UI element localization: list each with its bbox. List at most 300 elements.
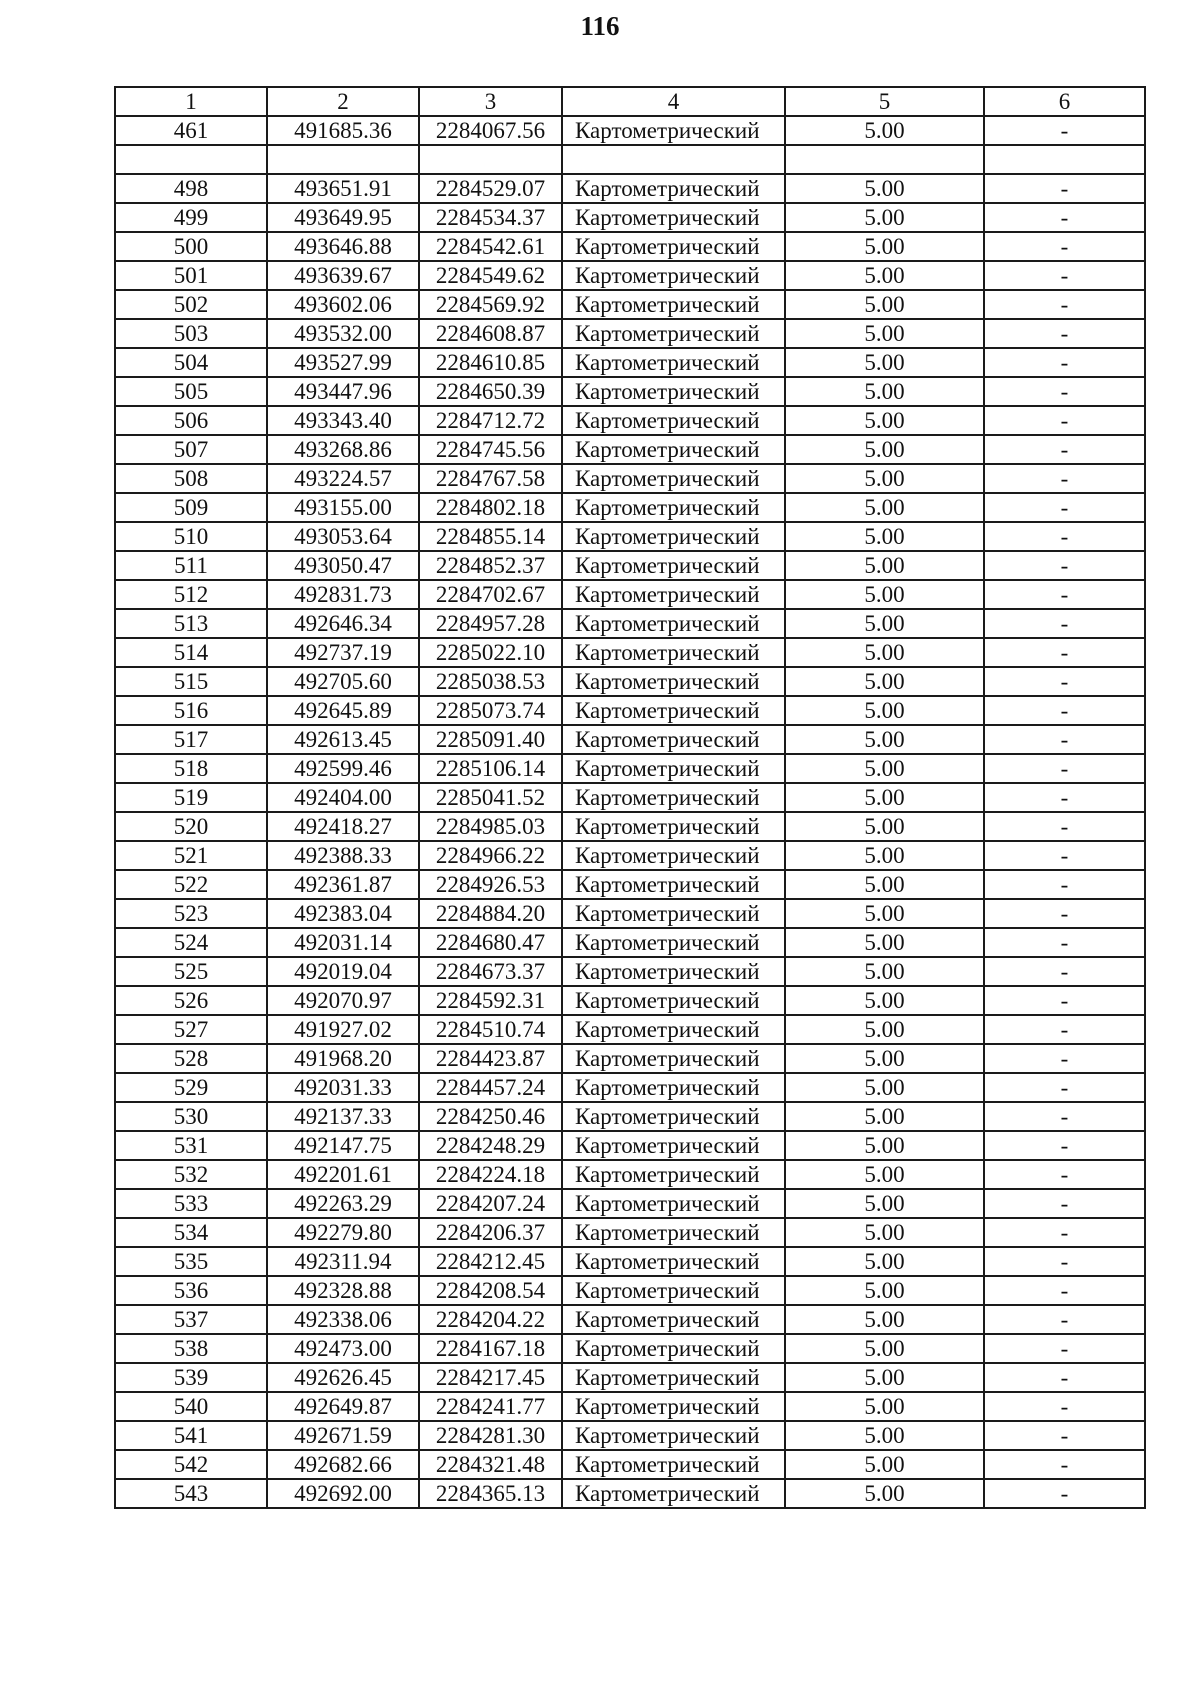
point-number-cell: 523 bbox=[115, 899, 267, 928]
accuracy-cell: 5.00 bbox=[785, 1479, 984, 1508]
accuracy-cell: 5.00 bbox=[785, 870, 984, 899]
note-cell: - bbox=[984, 1073, 1145, 1102]
accuracy-cell: 5.00 bbox=[785, 841, 984, 870]
method-cell: Картометрический bbox=[562, 696, 785, 725]
x-coordinate-cell: 493527.99 bbox=[267, 348, 419, 377]
table-row bbox=[115, 1363, 1145, 1392]
note-cell: - bbox=[984, 754, 1145, 783]
table-row bbox=[115, 435, 1145, 464]
method-cell: Картометрический bbox=[562, 1015, 785, 1044]
point-number-cell: 533 bbox=[115, 1189, 267, 1218]
accuracy-cell: 5.00 bbox=[785, 261, 984, 290]
note-cell: - bbox=[984, 1160, 1145, 1189]
table-row bbox=[115, 928, 1145, 957]
accuracy-cell: 5.00 bbox=[785, 116, 984, 145]
table-row bbox=[115, 609, 1145, 638]
accuracy-cell: 5.00 bbox=[785, 290, 984, 319]
note-cell: - bbox=[984, 261, 1145, 290]
method-cell: Картометрический bbox=[562, 1160, 785, 1189]
x-coordinate-cell: 492831.73 bbox=[267, 580, 419, 609]
x-coordinate-cell: 493646.88 bbox=[267, 232, 419, 261]
x-coordinate-cell: 493649.95 bbox=[267, 203, 419, 232]
y-coordinate-cell: 2284510.74 bbox=[419, 1015, 562, 1044]
table-row bbox=[115, 1044, 1145, 1073]
accuracy-cell: 5.00 bbox=[785, 406, 984, 435]
note-cell: - bbox=[984, 1363, 1145, 1392]
table-row bbox=[115, 116, 1145, 145]
y-coordinate-cell: 2284957.28 bbox=[419, 609, 562, 638]
y-coordinate-cell: 2284745.56 bbox=[419, 435, 562, 464]
note-cell: - bbox=[984, 435, 1145, 464]
y-coordinate-cell: 2284321.48 bbox=[419, 1450, 562, 1479]
x-coordinate-cell: 491685.36 bbox=[267, 116, 419, 145]
accuracy-cell: 5.00 bbox=[785, 667, 984, 696]
table-row bbox=[115, 261, 1145, 290]
method-cell: Картометрический bbox=[562, 1102, 785, 1131]
method-cell: Картометрический bbox=[562, 609, 785, 638]
note-cell: - bbox=[984, 116, 1145, 145]
note-cell: - bbox=[984, 464, 1145, 493]
point-number-cell: 532 bbox=[115, 1160, 267, 1189]
table-row bbox=[115, 1479, 1145, 1508]
x-coordinate-cell: 492388.33 bbox=[267, 841, 419, 870]
x-coordinate-cell: 492137.33 bbox=[267, 1102, 419, 1131]
x-coordinate-cell: 492361.87 bbox=[267, 870, 419, 899]
note-cell: - bbox=[984, 493, 1145, 522]
x-coordinate-cell: 492626.45 bbox=[267, 1363, 419, 1392]
method-cell: Картометрический bbox=[562, 812, 785, 841]
table-row bbox=[115, 812, 1145, 841]
point-number-cell: 513 bbox=[115, 609, 267, 638]
table-row bbox=[115, 1073, 1145, 1102]
note-cell: - bbox=[984, 1218, 1145, 1247]
method-cell: Картометрический bbox=[562, 406, 785, 435]
accuracy-cell: 5.00 bbox=[785, 696, 984, 725]
y-coordinate-cell: 2284549.62 bbox=[419, 261, 562, 290]
note-cell: - bbox=[984, 812, 1145, 841]
point-number-cell: 538 bbox=[115, 1334, 267, 1363]
note-cell: - bbox=[984, 290, 1145, 319]
note-cell: - bbox=[984, 1479, 1145, 1508]
note-cell: - bbox=[984, 580, 1145, 609]
point-number-cell: 501 bbox=[115, 261, 267, 290]
accuracy-cell: 5.00 bbox=[785, 377, 984, 406]
header-col-3: 3 bbox=[419, 87, 562, 116]
table-header-row bbox=[115, 87, 1145, 116]
accuracy-cell: 5.00 bbox=[785, 1363, 984, 1392]
y-coordinate-cell: 2284241.77 bbox=[419, 1392, 562, 1421]
note-cell bbox=[984, 145, 1145, 174]
accuracy-cell: 5.00 bbox=[785, 580, 984, 609]
y-coordinate-cell: 2284248.29 bbox=[419, 1131, 562, 1160]
x-coordinate-cell: 491927.02 bbox=[267, 1015, 419, 1044]
accuracy-cell: 5.00 bbox=[785, 783, 984, 812]
method-cell: Картометрический bbox=[562, 1044, 785, 1073]
note-cell: - bbox=[984, 1305, 1145, 1334]
method-cell: Картометрический bbox=[562, 348, 785, 377]
method-cell: Картометрический bbox=[562, 1363, 785, 1392]
point-number-cell: 539 bbox=[115, 1363, 267, 1392]
table-row bbox=[115, 290, 1145, 319]
point-number-cell: 504 bbox=[115, 348, 267, 377]
table-row bbox=[115, 1450, 1145, 1479]
point-number-cell: 515 bbox=[115, 667, 267, 696]
y-coordinate-cell: 2284702.67 bbox=[419, 580, 562, 609]
x-coordinate-cell: 492147.75 bbox=[267, 1131, 419, 1160]
point-number-cell: 498 bbox=[115, 174, 267, 203]
y-coordinate-cell: 2284650.39 bbox=[419, 377, 562, 406]
note-cell: - bbox=[984, 841, 1145, 870]
table-row bbox=[115, 667, 1145, 696]
method-cell: Картометрический bbox=[562, 986, 785, 1015]
accuracy-cell: 5.00 bbox=[785, 1392, 984, 1421]
point-number-cell: 518 bbox=[115, 754, 267, 783]
y-coordinate-cell: 2284884.20 bbox=[419, 899, 562, 928]
table-row bbox=[115, 145, 1145, 174]
note-cell: - bbox=[984, 1450, 1145, 1479]
point-number-cell: 543 bbox=[115, 1479, 267, 1508]
point-number-cell: 511 bbox=[115, 551, 267, 580]
method-cell: Картометрический bbox=[562, 754, 785, 783]
accuracy-cell: 5.00 bbox=[785, 464, 984, 493]
accuracy-cell: 5.00 bbox=[785, 928, 984, 957]
method-cell: Картометрический bbox=[562, 319, 785, 348]
note-cell: - bbox=[984, 899, 1145, 928]
x-coordinate-cell: 492418.27 bbox=[267, 812, 419, 841]
accuracy-cell: 5.00 bbox=[785, 1044, 984, 1073]
method-cell: Картометрический bbox=[562, 1131, 785, 1160]
header-col-5: 5 bbox=[785, 87, 984, 116]
table-row bbox=[115, 1218, 1145, 1247]
method-cell: Картометрический bbox=[562, 1218, 785, 1247]
y-coordinate-cell bbox=[419, 145, 562, 174]
accuracy-cell: 5.00 bbox=[785, 1247, 984, 1276]
y-coordinate-cell: 2284457.24 bbox=[419, 1073, 562, 1102]
point-number-cell: 512 bbox=[115, 580, 267, 609]
method-cell: Картометрический bbox=[562, 1450, 785, 1479]
page-number: 116 bbox=[580, 11, 620, 41]
table-row bbox=[115, 406, 1145, 435]
note-cell: - bbox=[984, 1044, 1145, 1073]
point-number-cell: 534 bbox=[115, 1218, 267, 1247]
point-number-cell: 536 bbox=[115, 1276, 267, 1305]
point-number-cell: 502 bbox=[115, 290, 267, 319]
x-coordinate-cell: 492692.00 bbox=[267, 1479, 419, 1508]
y-coordinate-cell: 2284712.72 bbox=[419, 406, 562, 435]
y-coordinate-cell: 2284985.03 bbox=[419, 812, 562, 841]
table-row bbox=[115, 377, 1145, 406]
x-coordinate-cell: 492328.88 bbox=[267, 1276, 419, 1305]
accuracy-cell: 5.00 bbox=[785, 1305, 984, 1334]
table-row bbox=[115, 725, 1145, 754]
x-coordinate-cell bbox=[267, 145, 419, 174]
y-coordinate-cell: 2284224.18 bbox=[419, 1160, 562, 1189]
table-row bbox=[115, 1160, 1145, 1189]
x-coordinate-cell: 493639.67 bbox=[267, 261, 419, 290]
note-cell: - bbox=[984, 696, 1145, 725]
table-row bbox=[115, 551, 1145, 580]
note-cell: - bbox=[984, 870, 1145, 899]
table-row bbox=[115, 1189, 1145, 1218]
y-coordinate-cell: 2284529.07 bbox=[419, 174, 562, 203]
y-coordinate-cell: 2284855.14 bbox=[419, 522, 562, 551]
x-coordinate-cell: 492682.66 bbox=[267, 1450, 419, 1479]
point-number-cell: 537 bbox=[115, 1305, 267, 1334]
method-cell: Картометрический bbox=[562, 783, 785, 812]
note-cell: - bbox=[984, 638, 1145, 667]
y-coordinate-cell: 2284610.85 bbox=[419, 348, 562, 377]
table-row bbox=[115, 1276, 1145, 1305]
table-row bbox=[115, 1421, 1145, 1450]
y-coordinate-cell: 2284569.92 bbox=[419, 290, 562, 319]
note-cell: - bbox=[984, 1131, 1145, 1160]
x-coordinate-cell: 492019.04 bbox=[267, 957, 419, 986]
y-coordinate-cell: 2284207.24 bbox=[419, 1189, 562, 1218]
x-coordinate-cell: 493651.91 bbox=[267, 174, 419, 203]
accuracy-cell: 5.00 bbox=[785, 551, 984, 580]
method-cell: Картометрический bbox=[562, 1421, 785, 1450]
coordinates-table bbox=[114, 86, 1146, 1509]
note-cell: - bbox=[984, 783, 1145, 812]
method-cell: Картометрический bbox=[562, 928, 785, 957]
method-cell: Картометрический bbox=[562, 261, 785, 290]
x-coordinate-cell: 492031.33 bbox=[267, 1073, 419, 1102]
point-number-cell: 507 bbox=[115, 435, 267, 464]
x-coordinate-cell: 492705.60 bbox=[267, 667, 419, 696]
y-coordinate-cell: 2285106.14 bbox=[419, 754, 562, 783]
method-cell: Картометрический bbox=[562, 1479, 785, 1508]
x-coordinate-cell: 493155.00 bbox=[267, 493, 419, 522]
method-cell: Картометрический bbox=[562, 725, 785, 754]
x-coordinate-cell: 492473.00 bbox=[267, 1334, 419, 1363]
method-cell: Картометрический bbox=[562, 522, 785, 551]
y-coordinate-cell: 2285038.53 bbox=[419, 667, 562, 696]
table-row bbox=[115, 696, 1145, 725]
point-number-cell: 510 bbox=[115, 522, 267, 551]
table-row bbox=[115, 1392, 1145, 1421]
accuracy-cell: 5.00 bbox=[785, 1334, 984, 1363]
x-coordinate-cell: 492201.61 bbox=[267, 1160, 419, 1189]
accuracy-cell: 5.00 bbox=[785, 609, 984, 638]
x-coordinate-cell: 492263.29 bbox=[267, 1189, 419, 1218]
table-row bbox=[115, 870, 1145, 899]
y-coordinate-cell: 2284534.37 bbox=[419, 203, 562, 232]
point-number-cell: 500 bbox=[115, 232, 267, 261]
x-coordinate-cell: 493053.64 bbox=[267, 522, 419, 551]
accuracy-cell: 5.00 bbox=[785, 1131, 984, 1160]
method-cell: Картометрический bbox=[562, 1073, 785, 1102]
y-coordinate-cell: 2284542.61 bbox=[419, 232, 562, 261]
y-coordinate-cell: 2284167.18 bbox=[419, 1334, 562, 1363]
x-coordinate-cell: 493602.06 bbox=[267, 290, 419, 319]
x-coordinate-cell: 491968.20 bbox=[267, 1044, 419, 1073]
note-cell: - bbox=[984, 1247, 1145, 1276]
table-row bbox=[115, 319, 1145, 348]
x-coordinate-cell: 493224.57 bbox=[267, 464, 419, 493]
table-row bbox=[115, 957, 1145, 986]
x-coordinate-cell: 493050.47 bbox=[267, 551, 419, 580]
point-number-cell: 528 bbox=[115, 1044, 267, 1073]
note-cell: - bbox=[984, 406, 1145, 435]
point-number-cell: 506 bbox=[115, 406, 267, 435]
method-cell: Картометрический bbox=[562, 464, 785, 493]
accuracy-cell: 5.00 bbox=[785, 203, 984, 232]
y-coordinate-cell: 2285041.52 bbox=[419, 783, 562, 812]
note-cell: - bbox=[984, 319, 1145, 348]
x-coordinate-cell: 492031.14 bbox=[267, 928, 419, 957]
note-cell: - bbox=[984, 551, 1145, 580]
accuracy-cell: 5.00 bbox=[785, 174, 984, 203]
x-coordinate-cell: 492383.04 bbox=[267, 899, 419, 928]
y-coordinate-cell: 2284365.13 bbox=[419, 1479, 562, 1508]
table-row bbox=[115, 1305, 1145, 1334]
method-cell: Картометрический bbox=[562, 203, 785, 232]
x-coordinate-cell: 492671.59 bbox=[267, 1421, 419, 1450]
x-coordinate-cell: 492646.34 bbox=[267, 609, 419, 638]
y-coordinate-cell: 2284208.54 bbox=[419, 1276, 562, 1305]
table-row bbox=[115, 522, 1145, 551]
table-row bbox=[115, 1015, 1145, 1044]
point-number-cell: 514 bbox=[115, 638, 267, 667]
y-coordinate-cell: 2285091.40 bbox=[419, 725, 562, 754]
point-number-cell: 527 bbox=[115, 1015, 267, 1044]
note-cell: - bbox=[984, 1276, 1145, 1305]
x-coordinate-cell: 492070.97 bbox=[267, 986, 419, 1015]
accuracy-cell: 5.00 bbox=[785, 812, 984, 841]
point-number-cell: 541 bbox=[115, 1421, 267, 1450]
note-cell: - bbox=[984, 1015, 1145, 1044]
x-coordinate-cell: 492649.87 bbox=[267, 1392, 419, 1421]
accuracy-cell: 5.00 bbox=[785, 522, 984, 551]
point-number-cell: 525 bbox=[115, 957, 267, 986]
note-cell: - bbox=[984, 928, 1145, 957]
y-coordinate-cell: 2284217.45 bbox=[419, 1363, 562, 1392]
x-coordinate-cell: 492645.89 bbox=[267, 696, 419, 725]
x-coordinate-cell: 492311.94 bbox=[267, 1247, 419, 1276]
note-cell: - bbox=[984, 609, 1145, 638]
header-col-2: 2 bbox=[267, 87, 419, 116]
point-number-cell: 540 bbox=[115, 1392, 267, 1421]
accuracy-cell: 5.00 bbox=[785, 1015, 984, 1044]
note-cell: - bbox=[984, 986, 1145, 1015]
y-coordinate-cell: 2284926.53 bbox=[419, 870, 562, 899]
table-row bbox=[115, 1247, 1145, 1276]
accuracy-cell: 5.00 bbox=[785, 319, 984, 348]
y-coordinate-cell: 2284250.46 bbox=[419, 1102, 562, 1131]
point-number-cell: 526 bbox=[115, 986, 267, 1015]
y-coordinate-cell: 2284852.37 bbox=[419, 551, 562, 580]
point-number-cell: 516 bbox=[115, 696, 267, 725]
table-row bbox=[115, 493, 1145, 522]
y-coordinate-cell: 2285073.74 bbox=[419, 696, 562, 725]
x-coordinate-cell: 493532.00 bbox=[267, 319, 419, 348]
y-coordinate-cell: 2284767.58 bbox=[419, 464, 562, 493]
accuracy-cell: 5.00 bbox=[785, 754, 984, 783]
header-col-6: 6 bbox=[984, 87, 1145, 116]
x-coordinate-cell: 492599.46 bbox=[267, 754, 419, 783]
method-cell: Картометрический bbox=[562, 1276, 785, 1305]
method-cell: Картометрический bbox=[562, 580, 785, 609]
y-coordinate-cell: 2284204.22 bbox=[419, 1305, 562, 1334]
x-coordinate-cell: 492404.00 bbox=[267, 783, 419, 812]
method-cell: Картометрический bbox=[562, 232, 785, 261]
note-cell: - bbox=[984, 957, 1145, 986]
y-coordinate-cell: 2284608.87 bbox=[419, 319, 562, 348]
method-cell: Картометрический bbox=[562, 493, 785, 522]
x-coordinate-cell: 492613.45 bbox=[267, 725, 419, 754]
method-cell: Картометрический bbox=[562, 1189, 785, 1218]
y-coordinate-cell: 2284680.47 bbox=[419, 928, 562, 957]
y-coordinate-cell: 2284966.22 bbox=[419, 841, 562, 870]
table-row bbox=[115, 783, 1145, 812]
method-cell: Картометрический bbox=[562, 1392, 785, 1421]
table-row bbox=[115, 841, 1145, 870]
y-coordinate-cell: 2284802.18 bbox=[419, 493, 562, 522]
table-row bbox=[115, 580, 1145, 609]
table-row bbox=[115, 464, 1145, 493]
accuracy-cell: 5.00 bbox=[785, 493, 984, 522]
note-cell: - bbox=[984, 522, 1145, 551]
accuracy-cell: 5.00 bbox=[785, 1218, 984, 1247]
x-coordinate-cell: 492279.80 bbox=[267, 1218, 419, 1247]
method-cell: Картометрический bbox=[562, 1305, 785, 1334]
point-number-cell: 529 bbox=[115, 1073, 267, 1102]
point-number-cell: 499 bbox=[115, 203, 267, 232]
method-cell: Картометрический bbox=[562, 899, 785, 928]
note-cell: - bbox=[984, 203, 1145, 232]
point-number-cell bbox=[115, 145, 267, 174]
accuracy-cell: 5.00 bbox=[785, 1276, 984, 1305]
note-cell: - bbox=[984, 1334, 1145, 1363]
accuracy-cell: 5.00 bbox=[785, 1421, 984, 1450]
method-cell: Картометрический bbox=[562, 957, 785, 986]
note-cell: - bbox=[984, 1189, 1145, 1218]
point-number-cell: 505 bbox=[115, 377, 267, 406]
x-coordinate-cell: 492338.06 bbox=[267, 1305, 419, 1334]
note-cell: - bbox=[984, 232, 1145, 261]
table-body bbox=[115, 116, 1145, 1508]
accuracy-cell: 5.00 bbox=[785, 435, 984, 464]
accuracy-cell: 5.00 bbox=[785, 725, 984, 754]
x-coordinate-cell: 493268.86 bbox=[267, 435, 419, 464]
point-number-cell: 530 bbox=[115, 1102, 267, 1131]
x-coordinate-cell: 493343.40 bbox=[267, 406, 419, 435]
note-cell: - bbox=[984, 1421, 1145, 1450]
table-row bbox=[115, 348, 1145, 377]
point-number-cell: 509 bbox=[115, 493, 267, 522]
table-row bbox=[115, 1131, 1145, 1160]
method-cell bbox=[562, 145, 785, 174]
point-number-cell: 521 bbox=[115, 841, 267, 870]
accuracy-cell: 5.00 bbox=[785, 899, 984, 928]
y-coordinate-cell: 2284281.30 bbox=[419, 1421, 562, 1450]
point-number-cell: 503 bbox=[115, 319, 267, 348]
point-number-cell: 524 bbox=[115, 928, 267, 957]
table-row bbox=[115, 899, 1145, 928]
accuracy-cell: 5.00 bbox=[785, 957, 984, 986]
header-col-1: 1 bbox=[115, 87, 267, 116]
note-cell: - bbox=[984, 667, 1145, 696]
note-cell: - bbox=[984, 377, 1145, 406]
y-coordinate-cell: 2284423.87 bbox=[419, 1044, 562, 1073]
point-number-cell: 542 bbox=[115, 1450, 267, 1479]
accuracy-cell: 5.00 bbox=[785, 1073, 984, 1102]
accuracy-cell bbox=[785, 145, 984, 174]
table-row bbox=[115, 174, 1145, 203]
point-number-cell: 531 bbox=[115, 1131, 267, 1160]
point-number-cell: 535 bbox=[115, 1247, 267, 1276]
method-cell: Картометрический bbox=[562, 551, 785, 580]
